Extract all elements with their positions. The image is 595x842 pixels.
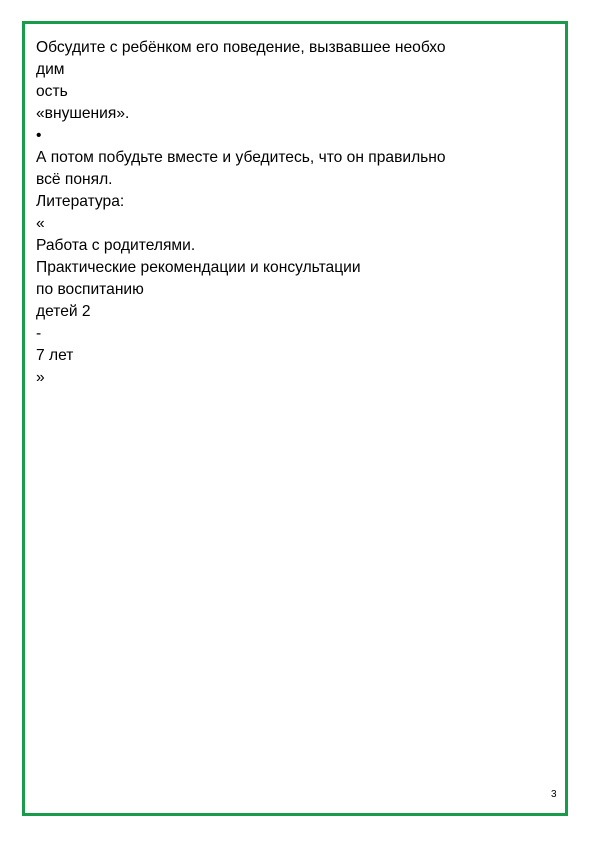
reference-text-line: 7 лет — [36, 347, 74, 364]
reference-text-line: Практические рекомендации и консультации — [36, 259, 361, 276]
literature-heading: Литература: — [36, 193, 125, 210]
body-text-line: всё понял. — [36, 171, 113, 188]
reference-text-line: Работа с родителями. — [36, 237, 196, 254]
body-text-line: А потом побудьте вместе и убедитесь, что он правильно — [36, 149, 446, 166]
body-text-line: дим — [36, 61, 65, 78]
reference-text-line: по воспитанию — [36, 281, 144, 298]
document-body — [36, 37, 556, 389]
body-text-line: ость — [36, 83, 68, 100]
close-quote: » — [36, 369, 45, 386]
bullet-marker: • — [36, 127, 42, 144]
body-text-line: «внушения». — [36, 105, 130, 122]
dash-separator: - — [36, 325, 42, 342]
body-text-line: Обсудите с ребёнком его поведение, вызвавшее необхо — [36, 39, 446, 56]
page-number: 3 — [551, 789, 557, 800]
reference-text-line: детей 2 — [36, 303, 91, 320]
open-quote: « — [36, 215, 45, 232]
